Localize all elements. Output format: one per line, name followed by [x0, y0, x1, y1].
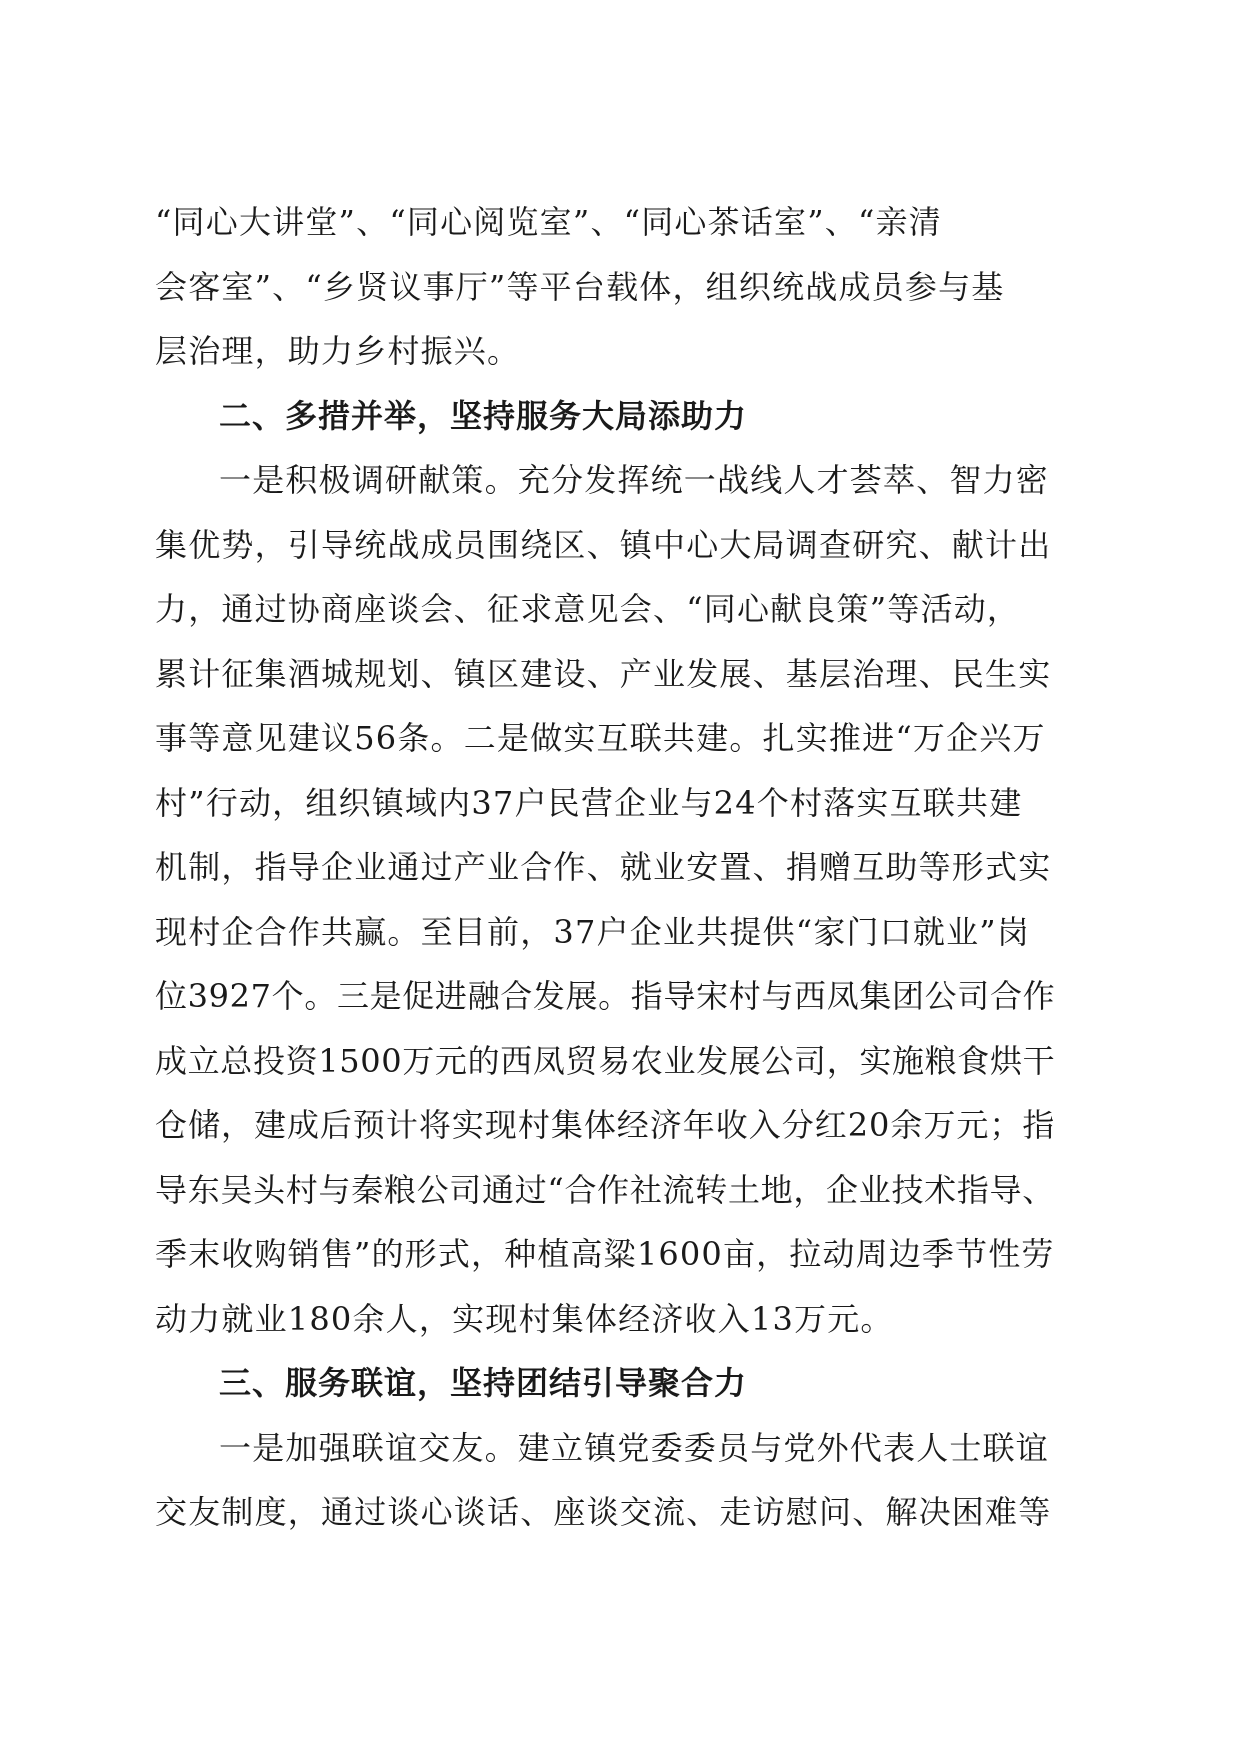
text-line: 动力就业180余人，实现村集体经济收入13万元。: [155, 1299, 894, 1338]
text-line: 导东吴头村与秦粮公司通过“合作社流转土地，企业技术指导、: [155, 1170, 1055, 1209]
text-line: 会客室”、“乡贤议事厅”等平台载体，组织统战成员参与基: [155, 267, 1005, 306]
text-line: 集优势，引导统战成员围绕区、镇中心大局调查研究、献计出: [155, 525, 1052, 564]
text-line: “同心大讲堂”、“同心阅览室”、“同心茶话室”、“亲清: [155, 203, 942, 241]
text-line: 交友制度，通过谈心谈话、座谈交流、走访慰问、解决困难等: [155, 1493, 1052, 1531]
text-line: 季末收购销售”的形式，种植高粱1600亩，拉动周边季节性劳: [155, 1235, 1055, 1273]
text-line: 事等意见建议56条。二是做实互联共建。扎实推进“万企兴万: [155, 719, 1046, 757]
text-line: 一是积极调研献策。充分发挥统一战线人才荟萃、智力密: [219, 461, 1050, 499]
text-line: 累计征集酒城规划、镇区建设、产业发展、基层治理、民生实: [155, 654, 1052, 693]
text-line: 层治理，助力乡村振兴。: [155, 332, 521, 370]
text-line: 现村企合作共赢。至目前，37户企业共提供“家门口就业”岗: [155, 912, 1031, 951]
text-line: 仓储，建成后预计将实现村集体经济年收入分红20余万元；指: [155, 1106, 1056, 1144]
text-line: 位3927个。三是促进融合发展。指导宋村与西凤集团公司合作: [155, 977, 1056, 1015]
section-heading-2: 二、多措并举，坚持服务大局添助力: [219, 396, 748, 435]
text-line: 一是加强联谊交友。建立镇党委委员与党外代表人士联谊: [219, 1428, 1050, 1467]
section-heading-3: 三、服务联谊，坚持团结引导聚合力: [219, 1364, 748, 1402]
text-line: 成立总投资1500万元的西凤贸易农业发展公司，实施粮食烘干: [155, 1041, 1056, 1080]
text-line: 机制，指导企业通过产业合作、就业安置、捐赠互助等形式实: [155, 848, 1052, 886]
text-line: 力，通过协商座谈会、征求意见会、“同心献良策”等活动，: [155, 590, 1021, 628]
document-body: [155, 190, 1055, 1545]
text-line: 村”行动，组织镇域内37户民营企业与24个村落实互联共建: [155, 783, 1023, 822]
